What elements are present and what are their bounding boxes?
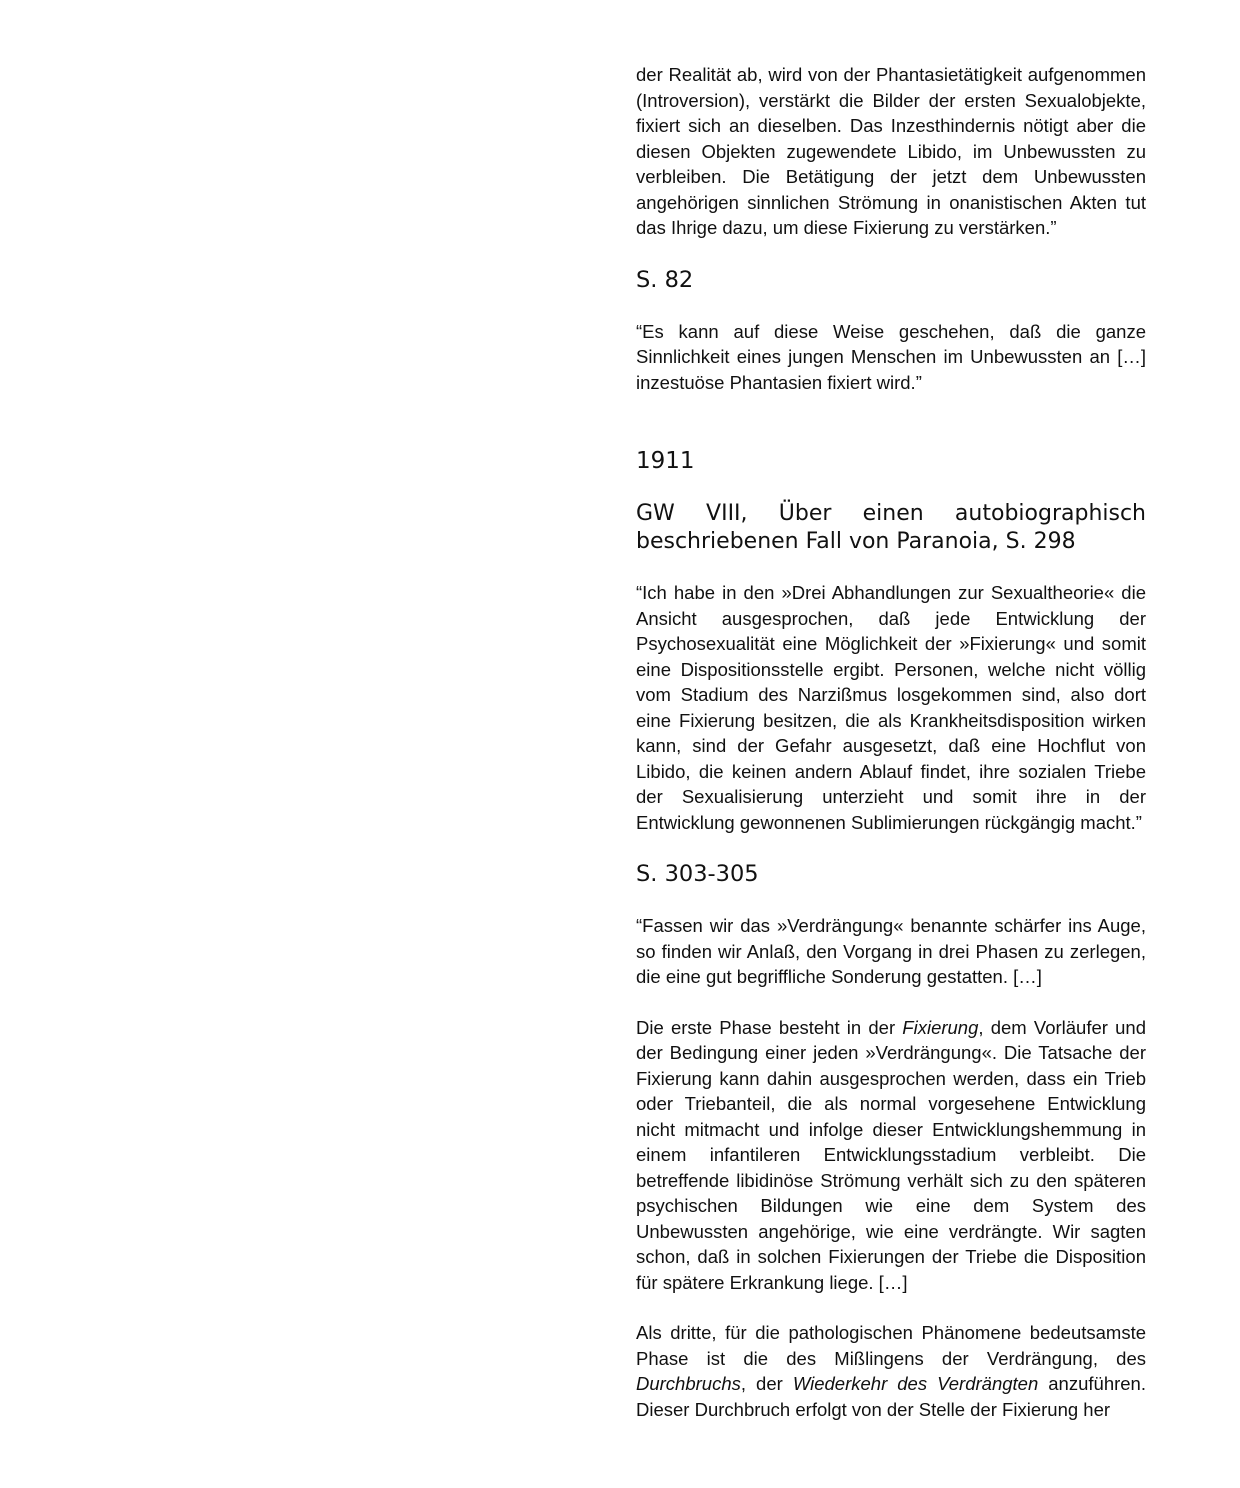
page-reference-s303: S. 303-305	[636, 861, 759, 887]
quote-s303-intro: “Fassen wir das »Verdrängung« benannte schärfer ins Auge, so finden wir Anlaß, den Vorgang in drei Phasen zu zerlegen, die eine gut begriffliche Sonderung gestatten. […]	[636, 915, 1146, 987]
emphasis-wiederkehr: Wiederkehr des Verdrängten	[792, 1373, 1039, 1394]
text-run: , dem Vorläufer und der Bedingung einer jeden »Verdrängung«. Die Tatsache der Fixierung kann dahin ausgesprochen werden, dass ein Trieb oder Triebanteil, die als normal vorgesehene Entwicklung nicht mitmacht und infolge dieser Entwicklungshemmung in einem infantileren Entwicklungsstadium verbleibt. Die betreffende libidinöse Strömung verhält sich zu den späteren psychischen Bildungen wie eine dem System des Unbewussten angehörige, wie eine verdrängte. Wir sagten schon, daß in solchen Fixierungen der Triebe die Disposition für spätere Erkrankung liege. […]	[636, 1016, 1146, 1293]
text-run: Als dritte, für die pathologischen Phänomene bedeutsamste Phase ist die des Mißlingens der Verdrängung, des	[636, 1322, 1146, 1369]
page-reference-s82: S. 82	[636, 266, 694, 293]
text-run: , der	[740, 1373, 793, 1394]
quote-s82: “Es kann auf diese Weise geschehen, daß die ganze Sinnlichkeit eines jungen Menschen im Unbewussten an […] inzestuöse Phantasien fixiert wird.”	[636, 320, 1146, 393]
quote-third-phase	[636, 1320, 1146, 1422]
text-run: Die erste Phase besteht in der	[636, 1016, 903, 1038]
paragraph-continuation: der Realität ab, wird von der Phantasietätigkeit aufgenommen (Introversion), verstärkt die Bilder der ersten Sexualobjekte, fixiert sich an dieselben. Das Inzesthindernis nötigt aber die diesen Objekten zugewendete Libido, im Unbewussten zu verbleiben. Die Betätigung der jetzt dem Unbewussten angehörigen sinnlichen Strömung in onanistischen Akten tut das Ihrige dazu, um diese Fixierung zu verstärken.”	[636, 64, 1146, 238]
quote-first-phase	[636, 1015, 1146, 1296]
text-run: anzuführen. Dieser Durchbruch erfolgt von der Stelle der Fixierung her	[636, 1373, 1146, 1420]
quote-s298: “Ich habe in den »Drei Abhandlungen zur Sexualtheorie« die Ansicht ausgesprochen, daß jede Entwicklung der Psychosexualität eine Möglichkeit der »Fixierung« und somit eine Dispositionsstelle ergibt. Personen, welche nicht völlig vom Stadium des Narzißmus losgekommen sind, also dort eine Fixierung besitzen, die als Krankheitsdisposition wirken kann, sind der Gefahr ausgesetzt, daß eine Hochflut von Libido, die keinen andern Ablauf findet, ihre sozialen Triebe der Sexualisierung unterzieht und somit ihre in der Entwicklung gewonnenen Sublimierungen rückgängig macht.”	[636, 582, 1146, 833]
emphasis-durchbruchs: Durchbruchs	[636, 1373, 741, 1394]
work-title-heading: GW VIII, Über einen autobiographisch beschriebenen Fall von Paranoia, S. 298	[636, 501, 1146, 554]
year-heading: 1911	[636, 448, 695, 474]
emphasis-fixierung: Fixierung	[902, 1016, 979, 1038]
text-column	[636, 62, 1146, 1422]
